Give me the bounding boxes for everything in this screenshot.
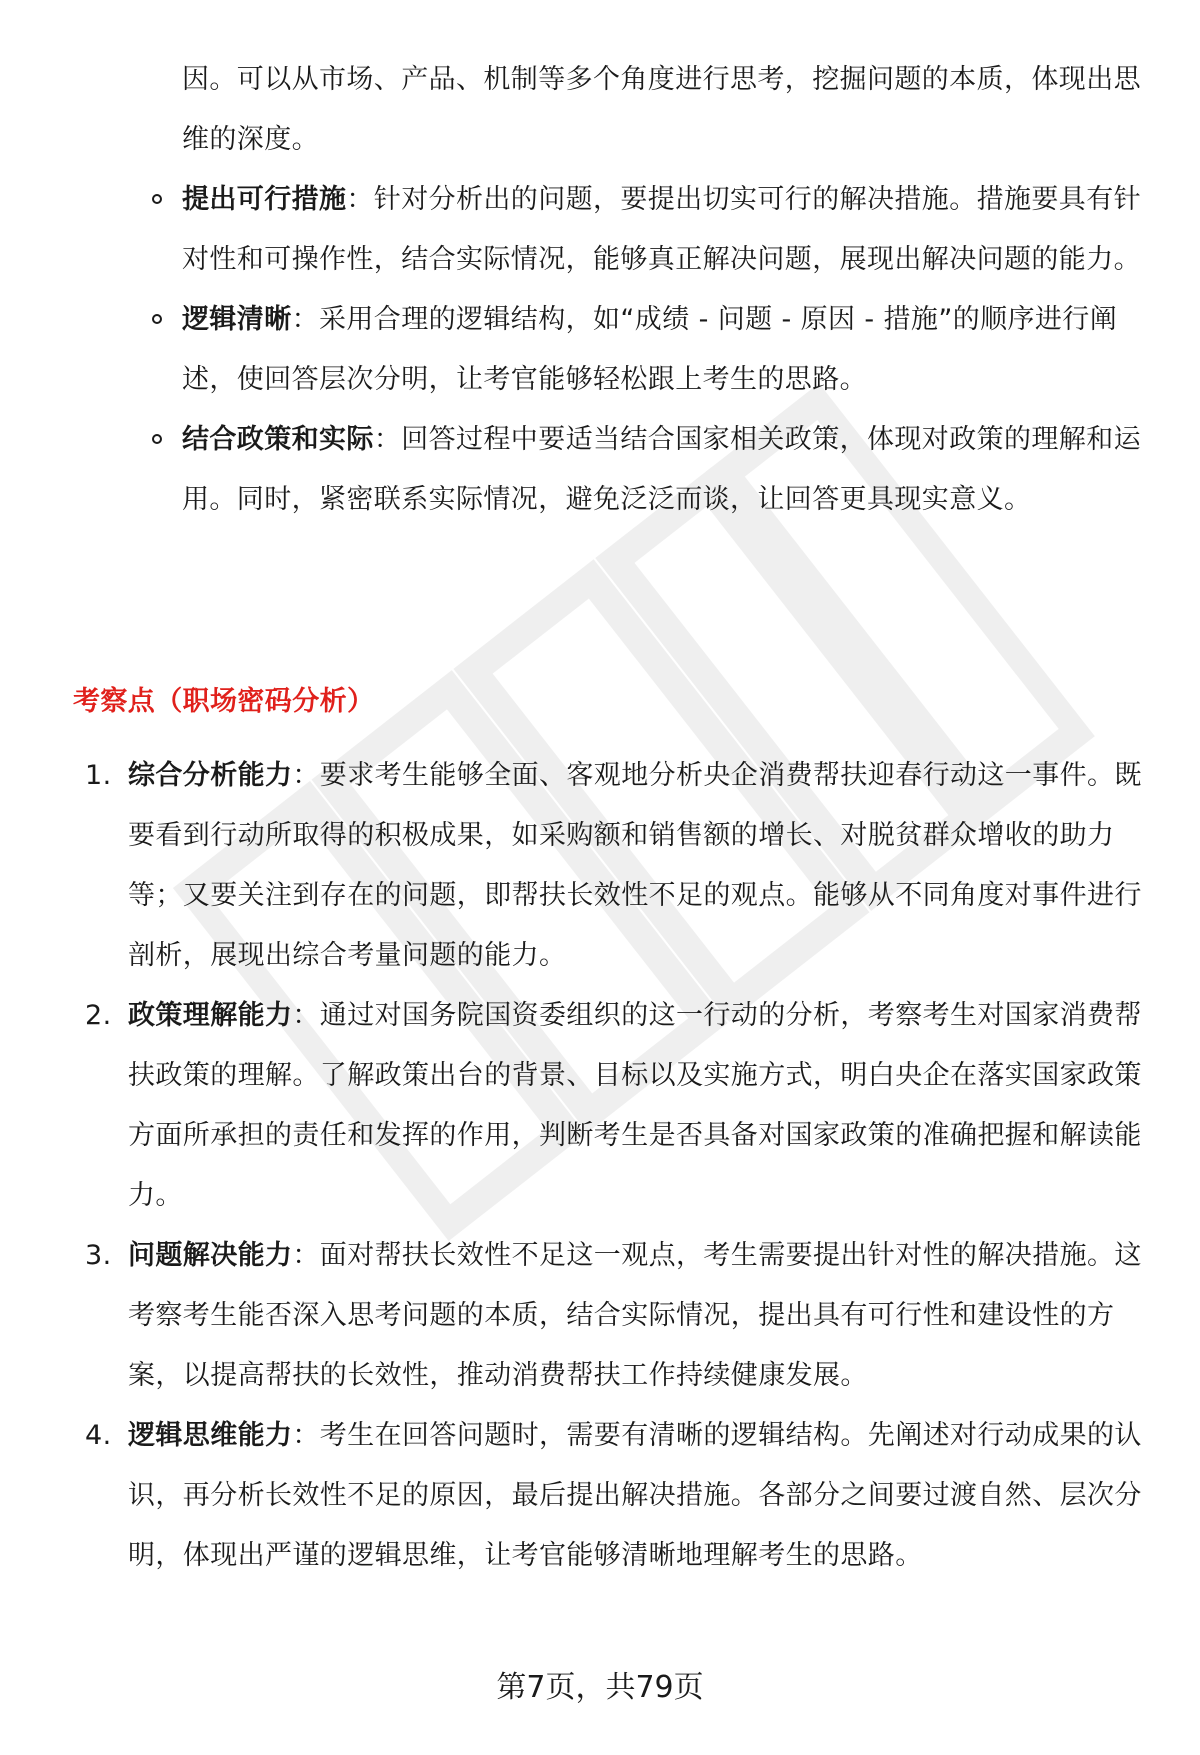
item-text: ：要求考生能够全面、客观地分析央企消费帮扶迎春行动这一事件。既要看到行动所取得的积极成果，如采购额和销售额的增长、对脱贫群众增收的助力等；又要关注到存在的问题，即帮扶长效性不足的观点。能够从不同角度对事件进行剖析，展现出综合考量问题的能力。: [128, 760, 1142, 971]
item-number: 3.: [85, 1240, 112, 1271]
bullet-text: ：采用合理的逻辑结构，如“成绩 - 问题 - 原因 - 措施”的顺序进行阐述，使回答层次分明，让考官能够轻松跟上考生的思路。: [182, 304, 1118, 395]
bullet-term: 提出可行措施: [182, 184, 347, 215]
item-number: 4.: [85, 1420, 112, 1451]
numbered-list: [0, 746, 1200, 1586]
item-text: ：考生在回答问题时，需要有清晰的逻辑结构。先阐述对行动成果的认识，再分析长效性不足的原因，最后提出解决措施。各部分之间要过渡自然、层次分明，体现出严谨的逻辑思维，让考官能够清晰地理解考生的思路。: [128, 1420, 1142, 1571]
item-text: ：通过对国务院国资委组织的这一行动的分析，考察考生对国家消费帮扶政策的理解。了解政策出台的背景、目标以及实施方式，明白央企在落实国家政策方面所承担的责任和发挥的作用，判断考生是否具备对国家政策的准确把握和解读能力。: [128, 1000, 1142, 1211]
list-item: [0, 746, 1144, 986]
item-term: 政策理解能力: [128, 1000, 293, 1031]
bullet-term: 逻辑清晰: [182, 304, 292, 335]
intro-continuation-paragraph: 因。可以从市场、产品、机制等多个角度进行思考，挖掘问题的本质，体现出思维的深度。: [182, 64, 1141, 155]
bullet-text: ：针对分析出的问题，要提出切实可行的解决措施。措施要具有针对性和可操作性，结合实际情况，能够真正解决问题，展现出解决问题的能力。: [182, 184, 1142, 275]
list-item: [0, 290, 1142, 410]
hollow-bullet-icon: [152, 434, 162, 444]
list-item: [0, 1226, 1144, 1406]
item-term: 问题解决能力: [128, 1240, 293, 1271]
item-term: 逻辑思维能力: [128, 1420, 293, 1451]
list-item: [0, 1406, 1144, 1586]
item-number: 1.: [85, 760, 112, 791]
bullet-text: ：回答过程中要适当结合国家相关政策，体现对政策的理解和运用。同时，紧密联系实际情况，避免泛泛而谈，让回答更具现实意义。: [182, 424, 1142, 515]
list-item: [0, 986, 1144, 1226]
item-term: 综合分析能力: [128, 760, 293, 791]
list-item: [0, 170, 1142, 290]
list-item: [0, 410, 1142, 530]
page-number-footer: 第7页，共79页: [496, 1670, 704, 1705]
bullet-term: 结合政策和实际: [182, 424, 374, 455]
item-text: ：面对帮扶长效性不足这一观点，考生需要提出针对性的解决措施。这考察考生能否深入思考问题的本质，结合实际情况，提出具有可行性和建设性的方案，以提高帮扶的长效性，推动消费帮扶工作持续健康发展。: [128, 1240, 1142, 1391]
item-number: 2.: [85, 1000, 112, 1031]
hollow-bullet-icon: [152, 194, 162, 204]
bullet-list: [0, 170, 1200, 530]
hollow-bullet-icon: [152, 314, 162, 324]
section-heading: 考察点（职场密码分析）: [73, 686, 375, 717]
